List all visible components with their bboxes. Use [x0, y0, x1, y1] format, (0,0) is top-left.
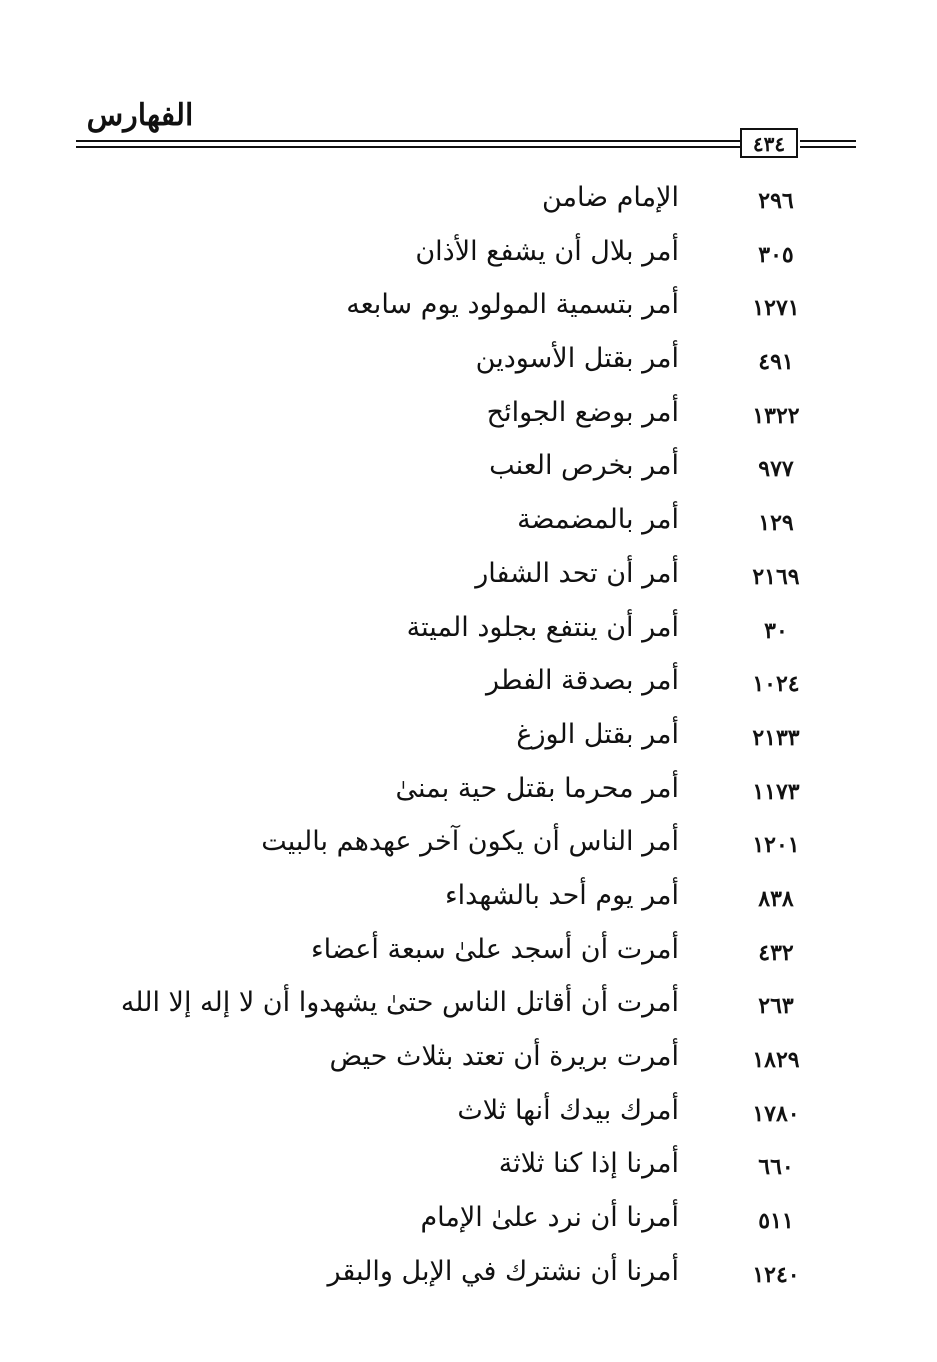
entry-number: ٢٩٦	[758, 188, 794, 214]
index-list	[0, 178, 937, 1305]
entry-number: ٦٦٠	[758, 1154, 794, 1181]
entry-number: ١٢٧١	[752, 295, 800, 322]
entry-text: أمرت أن أسجد علىٰ سبعة أعضاء	[310, 933, 679, 965]
entry-number: ١٢٩	[758, 510, 794, 537]
header-rule-right-bottom	[800, 146, 856, 148]
index-entry	[0, 930, 937, 984]
index-entry	[0, 393, 937, 447]
index-entry	[0, 554, 937, 608]
entry-text: أمر بقتل الوزغ	[516, 718, 679, 750]
entry-text: أمرت بريرة أن تعتد بثلاث حيض	[329, 1041, 679, 1072]
entry-number: ٩٧٧	[758, 456, 794, 483]
index-entry	[0, 608, 937, 662]
entry-number: ١١٧٣	[752, 778, 800, 805]
index-entry	[0, 339, 937, 393]
index-entry	[0, 1198, 937, 1252]
section-title: الفهارس	[86, 98, 194, 133]
entry-number: ٣٠٥	[758, 241, 794, 268]
entry-text: أمر بتسمية المولود يوم سابعه	[346, 289, 679, 321]
index-entry	[0, 822, 937, 876]
entry-text: أمر بخرص العنب	[489, 450, 679, 482]
entry-number: ٢١٣٣	[752, 724, 800, 751]
entry-number: ٤٣٢	[758, 939, 794, 966]
index-entry	[0, 232, 937, 286]
index-entry	[0, 715, 937, 769]
entry-text: أمر يوم أحد بالشهداء	[444, 879, 679, 911]
index-entry	[0, 285, 937, 339]
entry-number: ٢١٦٩	[752, 563, 800, 590]
entry-text: أمرنا أن نرد علىٰ الإمام	[420, 1202, 679, 1234]
entry-text: أمرت أن أقاتل الناس حتىٰ يشهدوا أن لا إله إلا الله	[120, 987, 679, 1019]
page-header	[0, 0, 937, 180]
entry-number: ١٧٨٠	[752, 1100, 800, 1127]
entry-text: أمر محرما بقتل حية بمنىٰ	[395, 772, 679, 804]
entry-number: ١٠٢٤	[752, 671, 800, 698]
header-rule-right-top	[800, 140, 856, 142]
entry-number: ٣٠	[764, 617, 788, 644]
index-entry	[0, 1144, 937, 1198]
entry-number: ٤٩١	[758, 349, 794, 376]
entry-number: ١٢٠١	[752, 832, 800, 859]
entry-text: أمر أن تحد الشفار	[475, 557, 679, 589]
entry-text: أمرنا إذا كنا ثلاثة	[498, 1148, 679, 1180]
index-entry	[0, 500, 937, 554]
page-number: ٤٣٤	[740, 128, 798, 158]
index-entry	[0, 876, 937, 930]
entry-text: أمر بقتل الأسودين	[475, 343, 679, 375]
index-entry	[0, 1091, 937, 1145]
header-rule-bottom	[76, 146, 740, 148]
entry-text: أمرنا أن نشترك في الإبل والبقر	[327, 1255, 679, 1287]
entry-text: أمرك بيدك أنها ثلاث	[457, 1094, 679, 1126]
entry-text: أمر الناس أن يكون آخر عهدهم بالبيت	[261, 826, 679, 858]
index-entry	[0, 446, 937, 500]
entry-text: أمر أن ينتفع بجلود الميتة	[406, 611, 679, 643]
entry-text: الإمام ضامن	[541, 182, 679, 213]
entry-number: ١٨٢٩	[752, 1047, 800, 1073]
entry-number: ١٣٢٢	[752, 402, 800, 429]
index-entry	[0, 178, 937, 232]
index-entry	[0, 661, 937, 715]
header-rule-top	[76, 140, 740, 142]
entry-number: ١٢٤٠	[752, 1261, 800, 1288]
entry-text: أمر بوضع الجوائح	[486, 396, 679, 428]
index-entry	[0, 1252, 937, 1306]
entry-number: ٨٣٨	[758, 885, 794, 912]
entry-text: أمر بلال أن يشفع الأذان	[415, 235, 679, 267]
entry-number: ٢٦٣	[758, 993, 794, 1020]
entry-text: أمر بالمضمضة	[517, 504, 679, 536]
index-entry	[0, 983, 937, 1037]
entry-text: أمر بصدقة الفطر	[486, 665, 679, 697]
entry-number: ٥١١	[758, 1208, 794, 1235]
index-entry	[0, 769, 937, 823]
index-entry	[0, 1037, 937, 1091]
